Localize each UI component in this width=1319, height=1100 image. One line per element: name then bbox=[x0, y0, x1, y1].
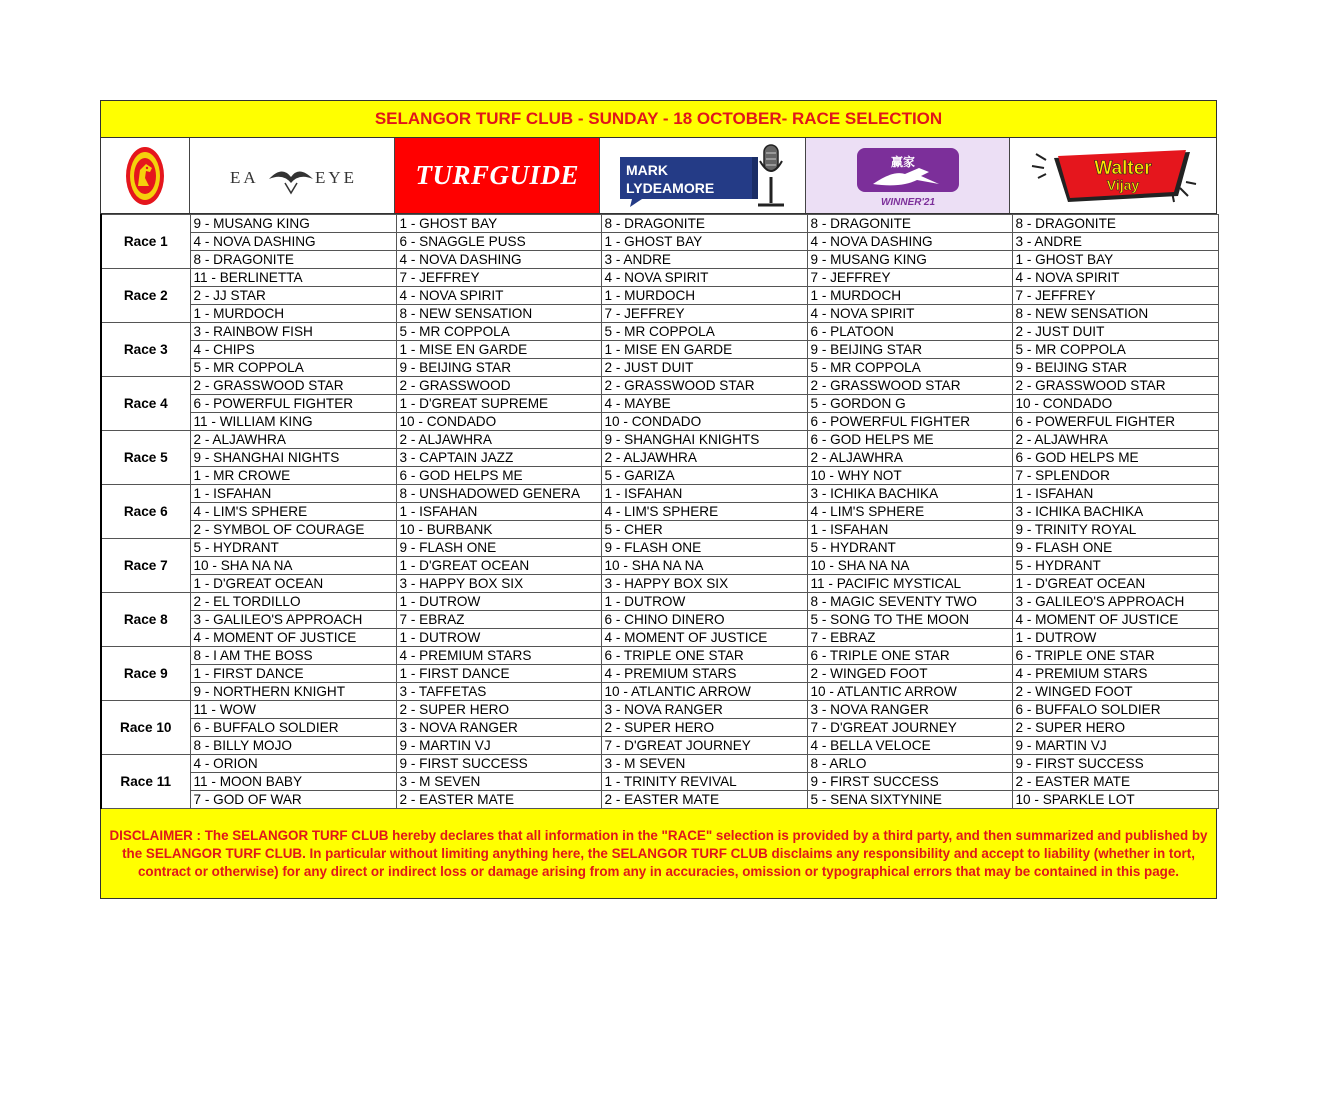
selection-cell: 3 - GALILEO'S APPROACH bbox=[1012, 593, 1218, 611]
winner21-logo bbox=[806, 138, 1011, 213]
selection-cell: 2 - EASTER MATE bbox=[601, 791, 807, 809]
selection-cell: 1 - DUTROW bbox=[396, 593, 601, 611]
selection-cell: 1 - TRINITY REVIVAL bbox=[601, 773, 807, 791]
selection-cell: 8 - MAGIC SEVENTY TWO bbox=[807, 593, 1012, 611]
selection-cell: 9 - FIRST SUCCESS bbox=[807, 773, 1012, 791]
table-row bbox=[101, 377, 1218, 395]
selection-cell: 9 - MUSANG KING bbox=[807, 251, 1012, 269]
svg-text:EYE: EYE bbox=[315, 167, 358, 187]
selection-cell: 2 - SYMBOL OF COURAGE bbox=[190, 521, 396, 539]
selection-cell: 4 - MAYBE bbox=[601, 395, 807, 413]
selection-cell: 1 - MISE EN GARDE bbox=[396, 341, 601, 359]
selection-cell: 1 - ISFAHAN bbox=[396, 503, 601, 521]
table-row bbox=[101, 485, 1218, 503]
race-label: Race 6 bbox=[101, 485, 190, 539]
selection-cell: 5 - MR COPPOLA bbox=[1012, 341, 1218, 359]
selection-cell: 7 - D'GREAT JOURNEY bbox=[601, 737, 807, 755]
selection-cell: 3 - NOVA RANGER bbox=[807, 701, 1012, 719]
selection-cell: 10 - CONDADO bbox=[396, 413, 601, 431]
table-row bbox=[101, 791, 1218, 809]
table-row bbox=[101, 341, 1218, 359]
table-row bbox=[101, 521, 1218, 539]
selection-cell: 10 - ATLANTIC ARROW bbox=[807, 683, 1012, 701]
mark-logo-line2: LYDEAMORE bbox=[626, 179, 715, 196]
table-row bbox=[101, 665, 1218, 683]
selection-cell: 4 - LIM'S SPHERE bbox=[807, 503, 1012, 521]
selection-cell: 3 - CAPTAIN JAZZ bbox=[396, 449, 601, 467]
selection-cell: 2 - JUST DUIT bbox=[601, 359, 807, 377]
selection-cell: 6 - GOD HELPS ME bbox=[807, 431, 1012, 449]
table-row bbox=[101, 287, 1218, 305]
selection-cell: 9 - NORTHERN KNIGHT bbox=[190, 683, 396, 701]
selection-cell: 4 - NOVA SPIRIT bbox=[807, 305, 1012, 323]
table-row bbox=[101, 323, 1218, 341]
selection-cell: 8 - ARLO bbox=[807, 755, 1012, 773]
selection-cell: 4 - ORION bbox=[190, 755, 396, 773]
selection-cell: 1 - MURDOCH bbox=[601, 287, 807, 305]
eagle-eye-icon bbox=[227, 153, 357, 199]
table-row bbox=[101, 233, 1218, 251]
race-label: Race 1 bbox=[101, 215, 190, 269]
selection-cell: 11 - WILLIAM KING bbox=[190, 413, 396, 431]
selection-cell: 8 - DRAGONITE bbox=[807, 215, 1012, 233]
selection-cell: 1 - GHOST BAY bbox=[601, 233, 807, 251]
table-row bbox=[101, 503, 1218, 521]
walter-logo-line1: Walter bbox=[1094, 157, 1152, 179]
selection-cell: 5 - HYDRANT bbox=[190, 539, 396, 557]
selection-cell: 9 - SHANGHAI NIGHTS bbox=[190, 449, 396, 467]
stc-crest-icon bbox=[123, 144, 167, 208]
selection-cell: 1 - MURDOCH bbox=[190, 305, 396, 323]
selection-cell: 6 - POWERFUL FIGHTER bbox=[807, 413, 1012, 431]
selection-cell: 6 - POWERFUL FIGHTER bbox=[190, 395, 396, 413]
race-label: Race 2 bbox=[101, 269, 190, 323]
selection-cell: 3 - NOVA RANGER bbox=[601, 701, 807, 719]
selection-cell: 4 - NOVA SPIRIT bbox=[1012, 269, 1218, 287]
page-title: SELANGOR TURF CLUB - SUNDAY - 18 OCTOBER- RACE SELECTION bbox=[100, 100, 1217, 138]
winner21-cn-text: 赢家 bbox=[890, 154, 915, 169]
selection-cell: 5 - HYDRANT bbox=[1012, 557, 1218, 575]
selection-cell: 5 - MR COPPOLA bbox=[601, 323, 807, 341]
selection-cell: 1 - D'GREAT OCEAN bbox=[396, 557, 601, 575]
selection-cell: 3 - ANDRE bbox=[601, 251, 807, 269]
table-row bbox=[101, 773, 1218, 791]
table-row bbox=[101, 611, 1218, 629]
selection-cell: 5 - SENA SIXTYNINE bbox=[807, 791, 1012, 809]
selection-cell: 10 - CONDADO bbox=[601, 413, 807, 431]
table-row bbox=[101, 539, 1218, 557]
selection-cell: 6 - GOD HELPS ME bbox=[396, 467, 601, 485]
selection-cell: 9 - TRINITY ROYAL bbox=[1012, 521, 1218, 539]
selection-cell: 5 - HYDRANT bbox=[807, 539, 1012, 557]
selection-cell: 7 - SPLENDOR bbox=[1012, 467, 1218, 485]
selection-cell: 2 - ALJAWHRA bbox=[601, 449, 807, 467]
selection-cell: 8 - DRAGONITE bbox=[1012, 215, 1218, 233]
selection-cell: 4 - NOVA DASHING bbox=[396, 251, 601, 269]
selection-cell: 1 - GHOST BAY bbox=[1012, 251, 1218, 269]
selection-cell: 8 - NEW SENSATION bbox=[396, 305, 601, 323]
selection-cell: 5 - GORDON G bbox=[807, 395, 1012, 413]
table-row bbox=[101, 269, 1218, 287]
tipster-logo-row bbox=[100, 138, 1217, 214]
table-row bbox=[101, 737, 1218, 755]
selection-cell: 2 - ALJAWHRA bbox=[1012, 431, 1218, 449]
race-label: Race 11 bbox=[101, 755, 190, 809]
selection-cell: 1 - DUTROW bbox=[1012, 629, 1218, 647]
selection-cell: 1 - MR CROWE bbox=[190, 467, 396, 485]
selection-cell: 6 - TRIPLE ONE STAR bbox=[601, 647, 807, 665]
table-row bbox=[101, 701, 1218, 719]
walter-vijay-icon bbox=[1028, 144, 1198, 208]
race-label: Race 8 bbox=[101, 593, 190, 647]
winner21-icon bbox=[853, 144, 963, 208]
table-row bbox=[101, 395, 1218, 413]
selection-cell: 4 - LIM'S SPHERE bbox=[601, 503, 807, 521]
selection-cell: 2 - WINGED FOOT bbox=[1012, 683, 1218, 701]
selection-cell: 4 - NOVA SPIRIT bbox=[396, 287, 601, 305]
selection-cell: 9 - FLASH ONE bbox=[601, 539, 807, 557]
selection-cell: 3 - ICHIKA BACHIKA bbox=[807, 485, 1012, 503]
selection-cell: 8 - NEW SENSATION bbox=[1012, 305, 1218, 323]
table-row bbox=[101, 305, 1218, 323]
selection-cell: 8 - DRAGONITE bbox=[190, 251, 396, 269]
selection-cell: 7 - JEFFREY bbox=[396, 269, 601, 287]
mark-lydeamore-icon bbox=[612, 141, 792, 211]
selection-cell: 3 - ANDRE bbox=[1012, 233, 1218, 251]
selection-cell: 3 - ICHIKA BACHIKA bbox=[1012, 503, 1218, 521]
selection-cell: 6 - BUFFALO SOLDIER bbox=[1012, 701, 1218, 719]
selection-cell: 10 - SPARKLE LOT bbox=[1012, 791, 1218, 809]
selection-cell: 4 - CHIPS bbox=[190, 341, 396, 359]
selection-cell: 4 - BELLA VELOCE bbox=[807, 737, 1012, 755]
selection-cell: 1 - GHOST BAY bbox=[396, 215, 601, 233]
selection-cell: 4 - PREMIUM STARS bbox=[396, 647, 601, 665]
selection-cell: 11 - MOON BABY bbox=[190, 773, 396, 791]
selection-cell: 1 - DUTROW bbox=[601, 593, 807, 611]
selection-cell: 10 - SHA NA NA bbox=[807, 557, 1012, 575]
selection-cell: 11 - BERLINETTA bbox=[190, 269, 396, 287]
selection-cell: 6 - PLATOON bbox=[807, 323, 1012, 341]
selection-cell: 6 - BUFFALO SOLDIER bbox=[190, 719, 396, 737]
table-row bbox=[101, 413, 1218, 431]
selection-cell: 7 - D'GREAT JOURNEY bbox=[807, 719, 1012, 737]
selection-cell: 8 - DRAGONITE bbox=[601, 215, 807, 233]
table-row bbox=[101, 467, 1218, 485]
selection-cell: 2 - GRASSWOOD STAR bbox=[1012, 377, 1218, 395]
table-row bbox=[101, 251, 1218, 269]
selection-cell: 11 - PACIFIC MYSTICAL bbox=[807, 575, 1012, 593]
selection-cell: 3 - NOVA RANGER bbox=[396, 719, 601, 737]
selection-cell: 2 - GRASSWOOD bbox=[396, 377, 601, 395]
selection-cell: 2 - SUPER HERO bbox=[1012, 719, 1218, 737]
selection-cell: 7 - EBRAZ bbox=[396, 611, 601, 629]
selection-cell: 2 - ALJAWHRA bbox=[807, 449, 1012, 467]
table-row bbox=[101, 431, 1218, 449]
table-row bbox=[101, 593, 1218, 611]
selection-cell: 5 - CHER bbox=[601, 521, 807, 539]
selection-cell: 1 - ISFAHAN bbox=[807, 521, 1012, 539]
selection-cell: 7 - JEFFREY bbox=[601, 305, 807, 323]
selection-cell: 1 - D'GREAT SUPREME bbox=[396, 395, 601, 413]
table-row bbox=[101, 683, 1218, 701]
selection-cell: 9 - FLASH ONE bbox=[396, 539, 601, 557]
selection-cell: 1 - ISFAHAN bbox=[190, 485, 396, 503]
selection-cell: 2 - ALJAWHRA bbox=[190, 431, 396, 449]
selection-cell: 1 - ISFAHAN bbox=[1012, 485, 1218, 503]
race-selection-table bbox=[100, 214, 1219, 809]
selection-cell: 11 - WOW bbox=[190, 701, 396, 719]
selection-cell: 9 - MARTIN VJ bbox=[396, 737, 601, 755]
selection-cell: 5 - GARIZA bbox=[601, 467, 807, 485]
table-row bbox=[101, 449, 1218, 467]
selection-cell: 7 - EBRAZ bbox=[807, 629, 1012, 647]
selection-cell: 9 - BEIJING STAR bbox=[1012, 359, 1218, 377]
race-label: Race 7 bbox=[101, 539, 190, 593]
selection-cell: 2 - ALJAWHRA bbox=[396, 431, 601, 449]
selection-cell: 4 - NOVA SPIRIT bbox=[601, 269, 807, 287]
selection-cell: 6 - GOD HELPS ME bbox=[1012, 449, 1218, 467]
walter-vijay-logo bbox=[1010, 138, 1216, 213]
selection-cell: 10 - CONDADO bbox=[1012, 395, 1218, 413]
selection-cell: 9 - MARTIN VJ bbox=[1012, 737, 1218, 755]
selection-cell: 9 - BEIJING STAR bbox=[396, 359, 601, 377]
selection-cell: 10 - SHA NA NA bbox=[190, 557, 396, 575]
selection-cell: 3 - HAPPY BOX SIX bbox=[396, 575, 601, 593]
selection-cell: 2 - EASTER MATE bbox=[1012, 773, 1218, 791]
selection-cell: 3 - TAFFETAS bbox=[396, 683, 601, 701]
race-label: Race 10 bbox=[101, 701, 190, 755]
selection-cell: 9 - SHANGHAI KNIGHTS bbox=[601, 431, 807, 449]
selection-cell: 1 - FIRST DANCE bbox=[190, 665, 396, 683]
selection-cell: 2 - JUST DUIT bbox=[1012, 323, 1218, 341]
selection-cell: 1 - D'GREAT OCEAN bbox=[1012, 575, 1218, 593]
selection-cell: 7 - JEFFREY bbox=[807, 269, 1012, 287]
selection-cell: 9 - MUSANG KING bbox=[190, 215, 396, 233]
selection-cell: 4 - LIM'S SPHERE bbox=[190, 503, 396, 521]
selection-cell: 4 - MOMENT OF JUSTICE bbox=[601, 629, 807, 647]
walter-logo-line2: Vijay bbox=[1106, 176, 1140, 193]
selection-cell: 5 - MR COPPOLA bbox=[190, 359, 396, 377]
winner21-text: WINNER'21 bbox=[880, 196, 935, 208]
selection-cell: 9 - FIRST SUCCESS bbox=[396, 755, 601, 773]
selection-cell: 3 - HAPPY BOX SIX bbox=[601, 575, 807, 593]
selection-cell: 2 - GRASSWOOD STAR bbox=[807, 377, 1012, 395]
selection-cell: 6 - TRIPLE ONE STAR bbox=[1012, 647, 1218, 665]
selection-cell: 10 - BURBANK bbox=[396, 521, 601, 539]
selection-cell: 8 - I AM THE BOSS bbox=[190, 647, 396, 665]
selection-cell: 4 - NOVA DASHING bbox=[807, 233, 1012, 251]
selection-cell: 1 - ISFAHAN bbox=[601, 485, 807, 503]
svg-text:EA: EA bbox=[230, 167, 259, 187]
turfguide-logo: TURFGUIDE bbox=[395, 138, 600, 213]
mark-lydeamore-logo bbox=[600, 138, 806, 213]
selection-cell: 9 - FLASH ONE bbox=[1012, 539, 1218, 557]
selection-cell: 3 - RAINBOW FISH bbox=[190, 323, 396, 341]
table-row bbox=[101, 359, 1218, 377]
table-row bbox=[101, 215, 1218, 233]
selection-cell: 8 - BILLY MOJO bbox=[190, 737, 396, 755]
selection-cell: 6 - TRIPLE ONE STAR bbox=[807, 647, 1012, 665]
selection-cell: 8 - UNSHADOWED GENERA bbox=[396, 485, 601, 503]
mark-logo-line1: MARK bbox=[626, 161, 669, 178]
table-row bbox=[101, 629, 1218, 647]
race-label: Race 4 bbox=[101, 377, 190, 431]
eagle-eye-logo bbox=[190, 138, 396, 213]
table-row bbox=[101, 719, 1218, 737]
race-selection-sheet bbox=[100, 100, 1217, 899]
race-label: Race 5 bbox=[101, 431, 190, 485]
selection-cell: 7 - JEFFREY bbox=[1012, 287, 1218, 305]
table-row bbox=[101, 557, 1218, 575]
selection-cell: 1 - DUTROW bbox=[396, 629, 601, 647]
selection-cell: 1 - FIRST DANCE bbox=[396, 665, 601, 683]
selection-cell: 3 - M SEVEN bbox=[601, 755, 807, 773]
selection-cell: 9 - BEIJING STAR bbox=[807, 341, 1012, 359]
selection-cell: 6 - POWERFUL FIGHTER bbox=[1012, 413, 1218, 431]
selection-cell: 1 - MISE EN GARDE bbox=[601, 341, 807, 359]
selection-cell: 6 - CHINO DINERO bbox=[601, 611, 807, 629]
selection-cell: 10 - WHY NOT bbox=[807, 467, 1012, 485]
selection-cell: 1 - D'GREAT OCEAN bbox=[190, 575, 396, 593]
selection-cell: 5 - MR COPPOLA bbox=[807, 359, 1012, 377]
selection-cell: 5 - MR COPPOLA bbox=[396, 323, 601, 341]
selection-cell: 5 - SONG TO THE MOON bbox=[807, 611, 1012, 629]
selection-cell: 1 - MURDOCH bbox=[807, 287, 1012, 305]
race-label: Race 9 bbox=[101, 647, 190, 701]
selection-cell: 4 - PREMIUM STARS bbox=[1012, 665, 1218, 683]
selection-cell: 2 - EL TORDILLO bbox=[190, 593, 396, 611]
selection-cell: 6 - SNAGGLE PUSS bbox=[396, 233, 601, 251]
selection-cell: 2 - SUPER HERO bbox=[396, 701, 601, 719]
selangor-turf-club-logo bbox=[101, 138, 190, 213]
selection-cell: 2 - JJ STAR bbox=[190, 287, 396, 305]
selection-cell: 4 - MOMENT OF JUSTICE bbox=[1012, 611, 1218, 629]
disclaimer-text: DISCLAIMER : The SELANGOR TURF CLUB hereby declares that all information in the "RACE" selection is provided by a third party, and then summarized and published by the SELANGOR TURF CLUB. In particular without limiting anything here, the SELANGOR TURF CLUB disclaims any responsibility and accept to liability (whether in tort, contract or otherwise) for any direct or indirect loss or damage arising from any in accuracies, omission or typographical errors that may be contained in this page. bbox=[100, 809, 1217, 899]
race-label: Race 3 bbox=[101, 323, 190, 377]
table-row bbox=[101, 755, 1218, 773]
table-row bbox=[101, 575, 1218, 593]
selection-cell: 3 - GALILEO'S APPROACH bbox=[190, 611, 396, 629]
selection-cell: 4 - PREMIUM STARS bbox=[601, 665, 807, 683]
selection-cell: 7 - GOD OF WAR bbox=[190, 791, 396, 809]
selection-cell: 2 - EASTER MATE bbox=[396, 791, 601, 809]
selection-cell: 10 - ATLANTIC ARROW bbox=[601, 683, 807, 701]
selection-cell: 4 - NOVA DASHING bbox=[190, 233, 396, 251]
selection-cell: 4 - MOMENT OF JUSTICE bbox=[190, 629, 396, 647]
selection-cell: 3 - M SEVEN bbox=[396, 773, 601, 791]
selection-cell: 2 - WINGED FOOT bbox=[807, 665, 1012, 683]
selection-cell: 2 - GRASSWOOD STAR bbox=[190, 377, 396, 395]
selection-cell: 2 - SUPER HERO bbox=[601, 719, 807, 737]
table-row bbox=[101, 647, 1218, 665]
selection-cell: 9 - FIRST SUCCESS bbox=[1012, 755, 1218, 773]
selection-cell: 10 - SHA NA NA bbox=[601, 557, 807, 575]
selection-cell: 2 - GRASSWOOD STAR bbox=[601, 377, 807, 395]
